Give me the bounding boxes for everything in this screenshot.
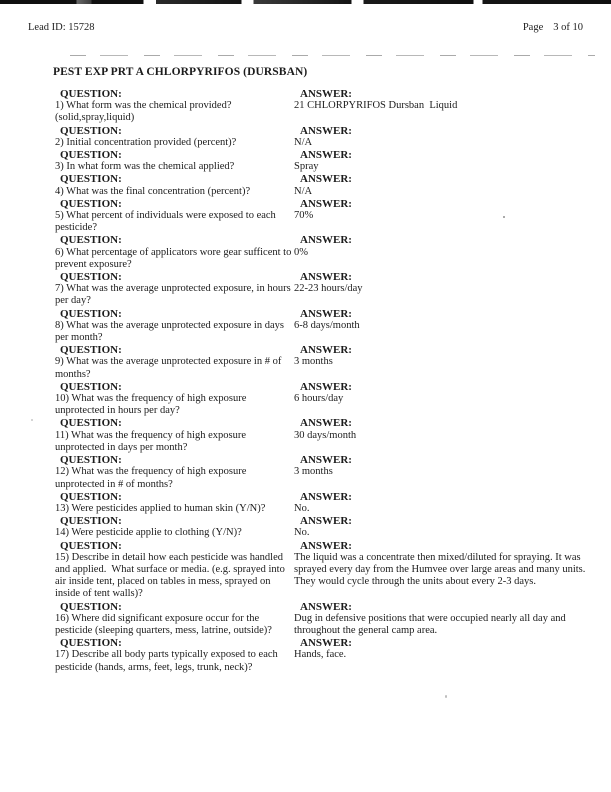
question-label: QUESTION:: [60, 380, 122, 393]
question-label: QUESTION:: [60, 454, 122, 467]
question-label: QUESTION:: [60, 515, 122, 528]
answer-label: ANSWER:: [300, 454, 352, 467]
question-column: [55, 540, 294, 601]
answer-column: [294, 234, 586, 258]
lead-id-label: Lead ID: 15728: [28, 22, 95, 33]
question-label: QUESTION:: [60, 344, 122, 357]
qa-row: [55, 308, 611, 345]
question-text: 6) What percentage of applicators wore gear sufficent to prevent exposure?: [55, 246, 294, 270]
answer-text: 70%: [294, 210, 314, 222]
question-label: QUESTION:: [60, 307, 122, 320]
document-title: PEST EXP PRT A CHLORPYRIFOS (DURSBAN): [53, 66, 308, 78]
question-column: [55, 149, 294, 173]
question-column: [55, 601, 294, 638]
answer-column: [294, 88, 586, 112]
question-column: [55, 234, 294, 271]
answer-label: ANSWER:: [300, 637, 352, 650]
answer-label: ANSWER:: [300, 271, 352, 284]
answer-text: Dug in defensive positions that were occupied nearly all day and throughout the general camp area.: [294, 612, 569, 636]
question-label: QUESTION:: [60, 271, 122, 284]
answer-column: [294, 173, 586, 197]
question-label: QUESTION:: [60, 88, 122, 100]
qa-row: [55, 417, 611, 454]
answer-column: [294, 125, 586, 149]
answer-column: [294, 417, 586, 441]
qa-row: [55, 515, 611, 539]
scan-speckle: [503, 216, 505, 218]
scan-speckle: [445, 695, 447, 698]
question-text: 2) Initial concentration provided (percent)?: [55, 136, 237, 148]
page-header: [0, 0, 611, 34]
question-label: QUESTION:: [60, 234, 122, 247]
answer-column: [294, 271, 586, 295]
answer-label: ANSWER:: [300, 515, 352, 528]
question-column: [55, 308, 294, 345]
question-column: [55, 454, 294, 491]
qa-row: [55, 271, 611, 308]
qa-row: [55, 540, 611, 601]
answer-text: N/A: [294, 185, 313, 197]
answer-label: ANSWER:: [300, 197, 352, 210]
answer-text: 30 days/month: [294, 429, 357, 441]
answer-text: 6-8 days/month: [294, 319, 360, 331]
answer-text: Spray: [294, 161, 319, 173]
question-text: 16) Where did significant exposure occur for the pesticide (sleeping quarters, mess, latrine, outside)?: [55, 612, 272, 636]
answer-text: No.: [294, 527, 310, 539]
answer-label: ANSWER:: [300, 417, 352, 430]
answer-text: The liquid was a concentrate then mixed/diluted for spraying. It was sprayed every day from the Humvee over large areas and many units. They would cycle through the units about every 2-3 days.: [294, 551, 591, 588]
question-text: 15) Describe in detail how each pesticide was handled and applied. What surface or media. (e.g. sprayed into air inside tent, placed on tables in mess, sprayed on inside of tent walls)?: [55, 551, 288, 600]
answer-text: 21 CHLORPYRIFOS Dursban Liquid: [294, 100, 458, 112]
question-label: QUESTION:: [60, 173, 122, 186]
answer-text: Hands, face.: [294, 649, 347, 661]
question-label: QUESTION:: [60, 124, 122, 137]
question-text: 8) What was the average unprotected exposure in days per month?: [55, 319, 287, 344]
question-text: 5) What percent of individuals were exposed to each pesticide?: [55, 210, 279, 234]
question-label: QUESTION:: [60, 637, 122, 650]
scan-artifact-top-bar: [0, 0, 611, 4]
question-text: 14) Were pesticide applie to clothing (Y/N)?: [55, 527, 242, 539]
answer-text: No.: [294, 502, 310, 514]
answer-label: ANSWER:: [300, 344, 352, 357]
answer-text: 22-23 hours/day: [294, 283, 363, 295]
answer-label: ANSWER:: [300, 380, 352, 393]
answer-label: ANSWER:: [300, 149, 352, 162]
answer-column: [294, 344, 586, 368]
answer-label: ANSWER:: [300, 539, 352, 552]
qa-row: [55, 637, 611, 674]
qa-row: [55, 125, 611, 149]
page-label: Page: [522, 22, 544, 33]
question-column: [55, 125, 294, 149]
question-text: 9) What was the average unprotected exposure in # of months?: [55, 356, 284, 380]
qa-list: [55, 88, 611, 674]
question-column: [55, 173, 294, 197]
qa-row: [55, 234, 611, 271]
answer-label: ANSWER:: [300, 307, 352, 320]
question-text: 10) What was the frequency of high exposure unprotected in hours per day?: [55, 393, 249, 417]
answer-label: ANSWER:: [300, 490, 352, 503]
answer-column: [294, 149, 586, 173]
answer-column: [294, 381, 586, 405]
qa-row: [55, 344, 611, 381]
answer-column: [294, 637, 586, 661]
question-column: [55, 271, 294, 308]
answer-column: [294, 308, 586, 332]
answer-label: ANSWER:: [300, 600, 352, 613]
question-text: 11) What was the frequency of high exposure unprotected in days per month?: [55, 429, 249, 453]
answer-label: ANSWER:: [300, 234, 352, 247]
question-text: 13) Were pesticides applied to human skin (Y/N)?: [55, 502, 266, 514]
question-text: 4) What was the final concentration (percent)?: [55, 185, 251, 197]
question-column: [55, 515, 294, 539]
question-column: [55, 344, 294, 381]
question-column: [55, 417, 294, 454]
question-label: QUESTION:: [60, 490, 122, 503]
qa-row: [55, 198, 611, 235]
answer-column: [294, 539, 591, 589]
scan-speckle: [31, 419, 33, 421]
qa-row: [55, 173, 611, 197]
question-label: QUESTION:: [60, 149, 122, 162]
question-text: 3) In what form was the chemical applied?: [55, 161, 235, 173]
question-column: [55, 381, 294, 418]
qa-row: [55, 601, 611, 638]
question-text: 17) Describe all body parts typically exposed to each pesticide (hands, arms, feet, legs, trunk, neck)?: [55, 649, 281, 673]
question-text: 7) What was the average unprotected exposure, in hours per day?: [55, 283, 294, 307]
question-label: QUESTION:: [60, 539, 122, 552]
qa-row: [55, 381, 611, 418]
question-label: QUESTION:: [60, 600, 122, 613]
question-column: [55, 88, 294, 125]
scan-artifact-dashed-line: [70, 55, 595, 56]
question-column: [55, 491, 294, 515]
question-column: [55, 637, 294, 674]
answer-text: 3 months: [294, 466, 333, 478]
page-number: 3 of 10: [553, 22, 583, 33]
question-label: QUESTION:: [60, 197, 122, 210]
qa-row: [55, 88, 611, 125]
answer-text: N/A: [294, 136, 313, 148]
qa-row: [55, 491, 611, 515]
page-indicator: [523, 21, 583, 34]
answer-column: [294, 515, 586, 539]
question-text: 1) What form was the chemical provided?(solid,spray,liquid): [55, 100, 232, 124]
answer-text: 0%: [294, 246, 308, 258]
qa-row: [55, 149, 611, 173]
answer-column: [294, 491, 586, 515]
answer-label: ANSWER:: [300, 173, 352, 186]
answer-column: [294, 601, 586, 638]
answer-column: [294, 198, 586, 222]
answer-label: ANSWER:: [300, 88, 352, 100]
question-label: QUESTION:: [60, 417, 122, 430]
answer-column: [294, 454, 586, 478]
qa-row: [55, 454, 611, 491]
question-text: 12) What was the frequency of high exposure unprotected in # of months?: [55, 466, 249, 490]
answer-text: 3 months: [294, 356, 333, 368]
answer-text: 6 hours/day: [294, 393, 344, 405]
question-column: [55, 198, 294, 235]
answer-label: ANSWER:: [300, 124, 352, 137]
